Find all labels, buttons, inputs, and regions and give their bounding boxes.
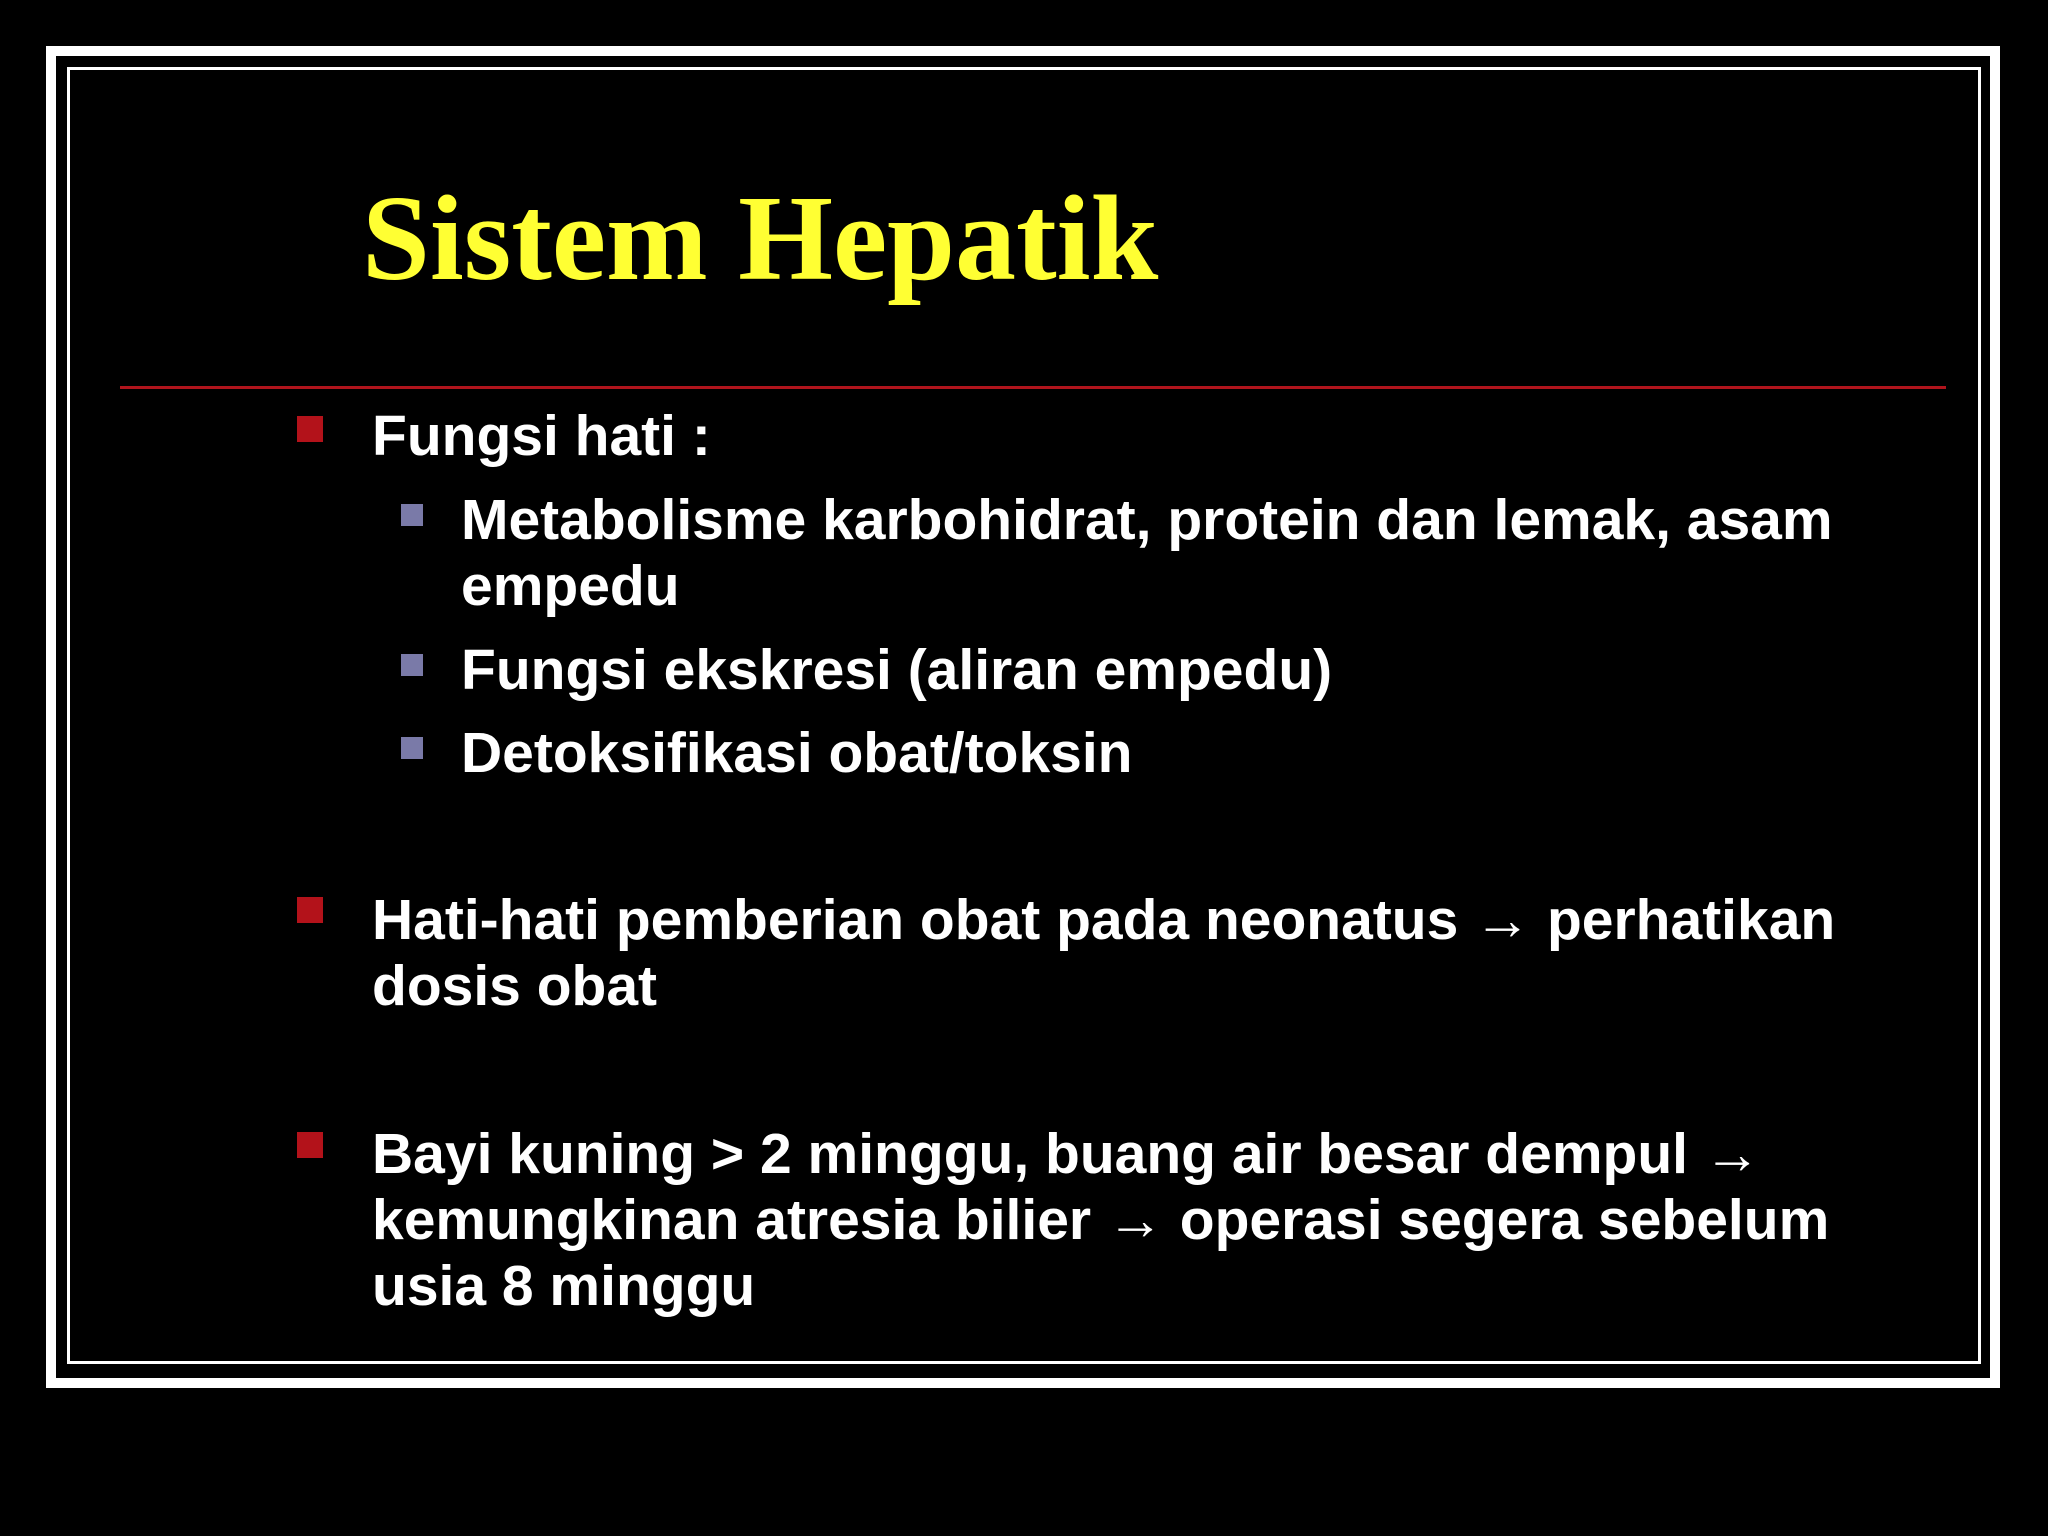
main-bullet-marker	[297, 1132, 323, 1158]
sub-bullet-marker	[401, 654, 423, 676]
bullet-hati-hati-line-1: Hati-hati pemberian obat pada neonatus → perhatikan	[372, 888, 1836, 952]
title-divider	[120, 386, 1946, 389]
bullet-hati-hati-line-2: dosis obat	[372, 954, 658, 1018]
bullet-bayi-kuning-line-2: kemungkinan atresia bilier → operasi segera sebelum	[372, 1188, 1830, 1252]
bullet-bayi-kuning-line-3: usia 8 minggu	[372, 1254, 756, 1318]
sub-bullet-marker	[401, 737, 423, 759]
bullet-fungsi-hati: Fungsi hati :	[372, 404, 711, 468]
main-bullet-marker	[297, 416, 323, 442]
main-bullet-marker	[297, 897, 323, 923]
sub-bullet-marker	[401, 504, 423, 526]
sub-item-metabolisme-line-2: empedu	[461, 554, 680, 618]
slide-title: Sistem Hepatik	[362, 171, 1159, 306]
bullet-bayi-kuning-line-1: Bayi kuning > 2 minggu, buang air besar dempul →	[372, 1122, 1761, 1186]
sub-item-metabolisme-line-1: Metabolisme karbohidrat, protein dan lemak, asam	[461, 488, 1833, 552]
sub-item-detoksifikasi: Detoksifikasi obat/toksin	[461, 721, 1133, 785]
sub-item-fungsi-ekskresi: Fungsi ekskresi (aliran empedu)	[461, 638, 1333, 702]
